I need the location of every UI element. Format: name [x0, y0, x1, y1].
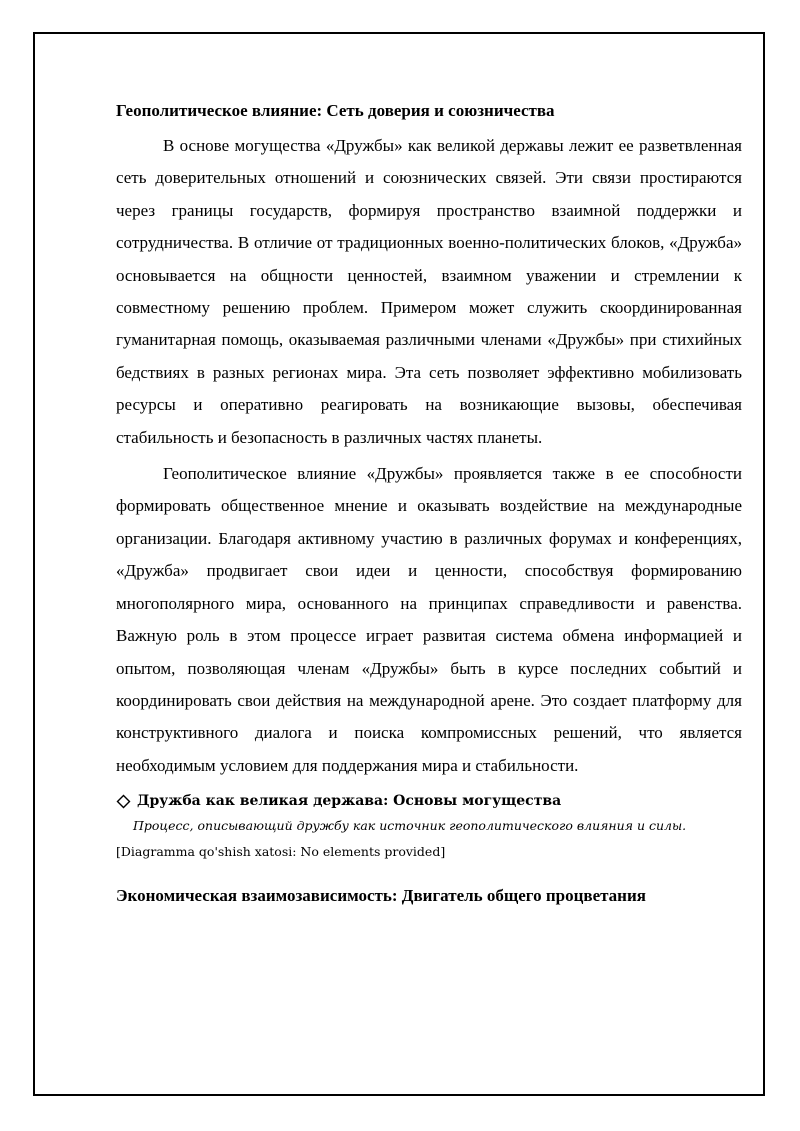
next-section-heading: Экономическая взаимозависимость: Двигатель общего процветания — [116, 886, 646, 906]
document-body — [116, 96, 742, 911]
diagram-description: Процесс, описывающий дружбу как источник геополитического влияния и силы. — [133, 818, 687, 834]
diamond-icon — [116, 794, 131, 809]
diagram-title-row — [116, 790, 742, 812]
section-heading: Геополитическое влияние: Сеть доверия и союзничества — [116, 101, 555, 120]
diagram-block — [116, 790, 742, 863]
paragraph-2: Геополитическое влияние «Дружбы» проявляется также в ее способности формировать общественное мнение и оказывать воздействие на международные организации. Благодаря активному участию в различных форумах и конференциях, «Дружба» продвигает свои идеи и ценности, способствуя формированию многополярного мира, основанного на принципах справедливости и равенства. Важную роль в этом процессе играет развитая система обмена информацией и опытом, позволяющая членам «Дружбы» быть в курсе последних событий и координировать свои действия на международной арене. Это создает платформу для конструктивного диалога и поиска компромиссных решений, что является необходимым условием для поддержания мира и стабильности. — [116, 464, 742, 775]
paragraph-1: В основе могущества «Дружбы» как великой державы лежит ее разветвленная сеть доверительных отношений и союзнических связей. Эти связи простираются через границы государств, формируя пространство взаимной поддержки и сотрудничества. В отличие от традиционных военно-политических блоков, «Дружба» основывается на общности ценностей, взаимном уважении и стремлении к совместному решению проблем. Примером может служить скоординированная гуманитарная помощь, оказываемая различными членами «Дружбы» при стихийных бедствиях в разных регионах мира. Эта сеть позволяет эффективно мобилизовать ресурсы и оперативно реагировать на возникающие вызовы, обеспечивая стабильность и безопасность в различных частях планеты. — [116, 136, 742, 447]
diagram-error-note: [Diagramma qo'shish xatosi: No elements provided] — [116, 844, 446, 860]
diagram-title: Дружба как великая держава: Основы могущества — [137, 793, 562, 810]
